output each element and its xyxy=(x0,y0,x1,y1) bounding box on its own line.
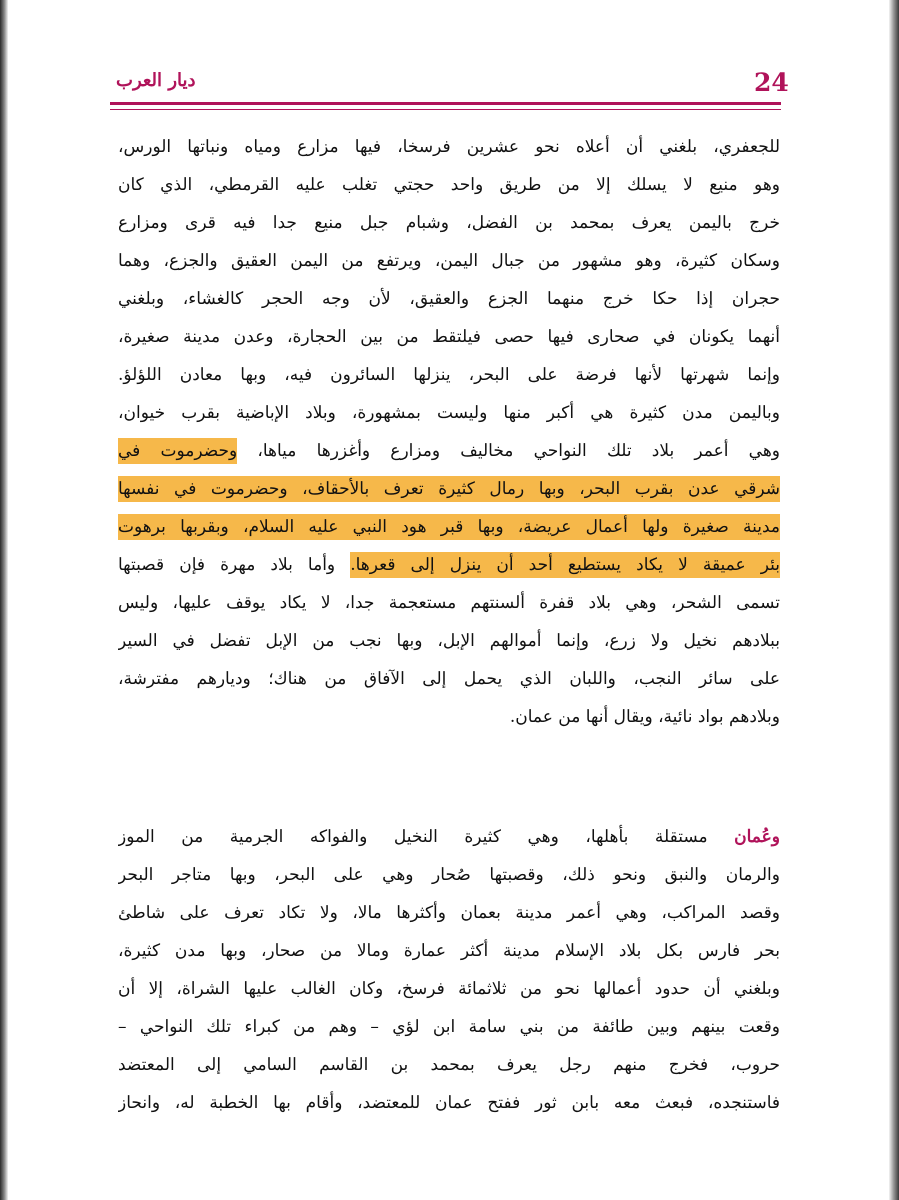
page-number: 24 xyxy=(754,68,789,97)
left-page-edge xyxy=(0,0,8,1200)
text-line: وقعت بينهم وبين طائفة من بني سامة ابن لؤي – وهم من كبراء تلك النواحي – xyxy=(118,1017,780,1037)
text-line xyxy=(118,470,780,508)
text-line: فاستنجده، فبعث معه بابن ثور ففتح عمان للمعتضد، وأقام بها الخطبة له، وانحاز xyxy=(118,1093,780,1113)
highlighted-text: شرقي عدن بقرب البحر، وبها رمال كثيرة تعرف بالأحقاف، وحضرموت في نفسها xyxy=(118,476,780,502)
text-line: حروب، فخرج منهم رجل يعرف بمحمد بن القاسم السامي إلى المعتضد xyxy=(118,1055,780,1075)
right-page-edge xyxy=(889,0,899,1200)
text-line: والرمان والنبق ونحو ذلك، وقصبتها صُحار وهي على البحر، وبها متاجر البحر xyxy=(118,865,780,885)
text-line: للجعفري، بلغني أن أعلاه نحو عشرين فرسخا، فيها مزارع ومياه ونباتها الورس، xyxy=(118,137,780,157)
text-line: أنهما يكونان في صحارى فيها حصى فيلتقط من بين الحجارة، وعدن مدينة صغيرة، xyxy=(118,327,780,347)
paragraph-2 xyxy=(118,818,780,1122)
text-line: حجران إذا حكا خرج منهما الجزع والعقيق، لأن وجه الحجر كالغشاء، وبلغني xyxy=(118,289,780,309)
lead-word: عُمان xyxy=(734,827,772,847)
text-line: وبلغني أن حدود أعمالها نحو من ثلاثمائة فرسخ، وكان الغالب عليها الشراة، إلا أن xyxy=(118,979,780,999)
text-line: بحر فارس بكل بلاد الإسلام مدينة أكثر عمارة ومالا من صحار، وبها مدن كثيرة، xyxy=(118,941,780,961)
text-line: وعُمان مستقلة بأهلها، وهي كثيرة النخيل والفواكه الجرمية من الموز xyxy=(118,827,780,847)
text-line: وباليمن مدن كثيرة هي أكبر منها وليست بمشهورة، وبلاد الإباضية بقرب خيوان، xyxy=(118,403,780,423)
text-line: وسكان كثيرة، وهو مشهور من جبال اليمن، ويرتفع من اليمن العقيق والجزع، وهما xyxy=(118,251,780,271)
text-line: وهي أعمر بلاد تلك النواحي مخاليف ومزارع وأغزرها مياها، وحضرموت في xyxy=(118,432,780,470)
header-rule-thin xyxy=(110,109,781,110)
text-line: وبلادهم بواد نائية، ويقال أنها من عمان. xyxy=(509,707,780,727)
lead-word-prefix: و xyxy=(771,827,780,847)
text-line: خرج باليمن يعرف بمحمد بن الفضل، وشبام جبل منيع جدا فيه قرى ومزارع xyxy=(118,213,780,233)
text-line: وقصد المراكب، وهي أعمر مدينة بعمان وأكثرها مالا، ولا تكاد تعرف على شاطئ xyxy=(118,903,780,923)
text-line: بئر عميقة لا يكاد يستطيع أحد أن ينزل إلى قعرها. وأما بلاد مهرة فإن قصبتها xyxy=(118,546,780,584)
highlighted-text: بئر عميقة لا يكاد يستطيع أحد أن ينزل إلى قعرها. xyxy=(350,552,780,578)
text-line: ببلادهم نخيل ولا زرع، وإنما أموالهم الإبل، وبها نجب من الإبل تفضل في السير xyxy=(118,631,780,651)
text-line: تسمى الشحر، وهي بلاد قفرة ألسنتهم مستعجمة جدا، لا يكاد يوقف عليها، وليس xyxy=(118,593,780,613)
running-title: ديار العرب xyxy=(116,70,196,91)
header-rule-thick xyxy=(110,102,781,105)
text-line: وإنما شهرتها لأنها فرضة على البحر، ينزلها السائرون فيه، وبها معادن اللؤلؤ. xyxy=(118,365,780,385)
highlighted-text: مدينة صغيرة ولها أعمال عريضة، وبها قبر هود النبي عليه السلام، وبقربها برهوت xyxy=(118,514,780,540)
highlighted-text: وحضرموت في xyxy=(118,438,237,464)
text-line: وهو منيع لا يسلك إلا من طريق واحد حجتي تغلب عليه القرمطي، الذي كان xyxy=(118,175,780,195)
paragraph-1 xyxy=(118,128,780,736)
text-line xyxy=(118,508,780,546)
text-line: على سائر النجب، واللبان الذي يحمل إلى الآفاق من هناك؛ وديارهم مفترشة، xyxy=(118,669,780,689)
page-header xyxy=(110,62,789,102)
